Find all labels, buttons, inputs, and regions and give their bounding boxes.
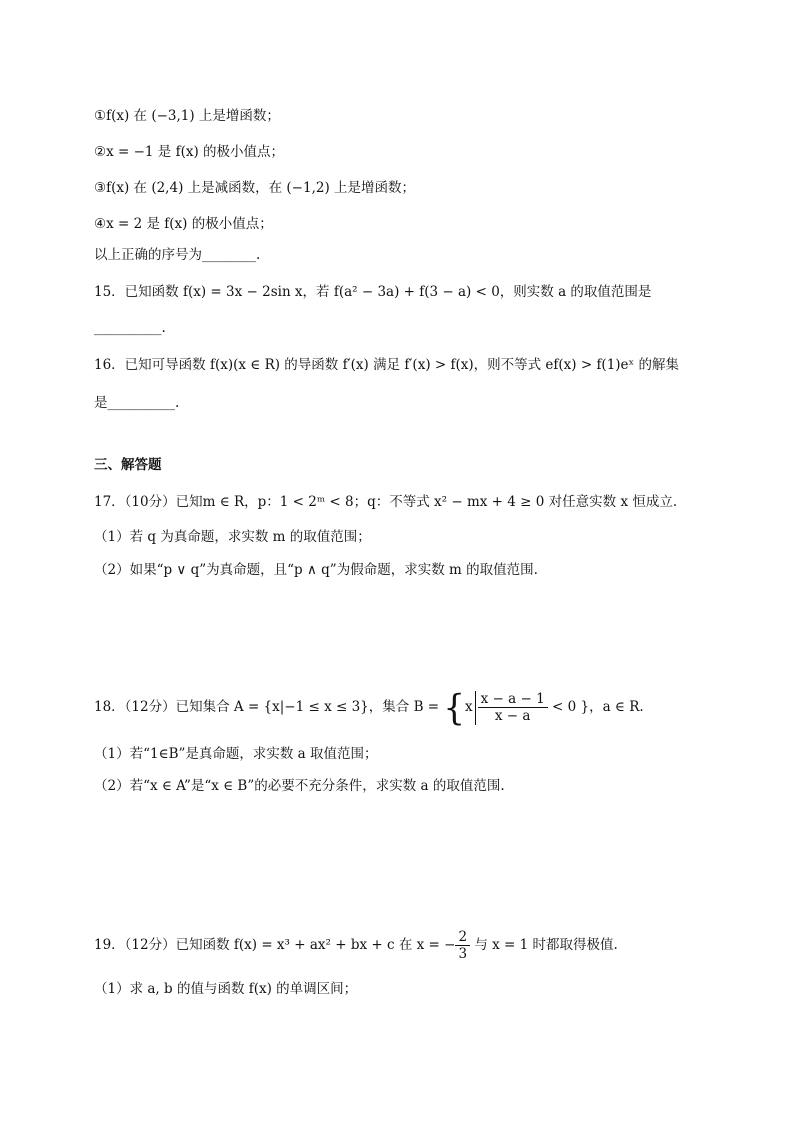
question-17-part-2: （2）如果“p ∨ q”为真命题，且“p ∧ q”为假命题，求实数 m 的取值范围. (94, 562, 538, 578)
question-19-prefix: 19．（12分）已知函数 f(x) = x³ + ax² + bx + c 在 x = − (94, 937, 456, 953)
question-18 (94, 686, 644, 729)
set-brace-left: { (443, 686, 466, 729)
set-fraction (478, 691, 548, 724)
question-17-part-1: （1）若 q 为真命题，求实数 m 的取值范围； (94, 529, 371, 545)
question-15-blank: __________. (94, 320, 166, 336)
set-divider (475, 691, 476, 725)
fraction-denominator: 3 (458, 946, 468, 962)
fraction-numerator: 2 (455, 929, 470, 946)
answer-prompt: 以上正确的序号为________. (94, 247, 261, 263)
question-18-suffix: < 0 }，a ∈ R. (547, 699, 644, 715)
statement-1: ①f(x) 在 (−3,1) 上是增函数； (94, 108, 280, 124)
question-18-prefix: 18．（12分）已知集合 A = {x|−1 ≤ x ≤ 3}，集合 B = (94, 699, 444, 715)
critical-point-fraction (455, 929, 470, 962)
question-15: 15．已知函数 f(x) = 3x − 2sin x，若 f(a² − 3a) + f(3 − a) < 0，则实数 a 的取值范围是 (94, 284, 652, 300)
question-17: 17．（10分）已知m ∈ R，p：1 < 2ᵐ < 8；q：不等式 x² − mx + 4 ≥ 0 对任意实数 x 恒成立. (94, 494, 678, 510)
fraction-numerator: x − a − 1 (478, 691, 548, 708)
statement-3: ③f(x) 在 (2,4) 上是减函数，在 (−1,2) 上是增函数； (94, 180, 416, 196)
question-19 (94, 928, 618, 962)
set-variable: x (465, 699, 473, 715)
question-19-suffix: 与 x = 1 时都取得极值. (470, 937, 618, 953)
section-heading: 三、解答题 (94, 457, 162, 473)
question-16-blank: 是__________. (94, 395, 180, 411)
statement-2: ②x = −1 是 f(x) 的极小值点； (94, 144, 285, 160)
fraction-denominator: x − a (494, 708, 531, 724)
question-19-part-1: （1）求 a, b 的值与函数 f(x) 的单调区间； (94, 981, 358, 997)
statement-4: ④x = 2 是 f(x) 的极小值点； (94, 216, 273, 232)
question-18-part-2: （2）若“x ∈ A”是“x ∈ B”的必要不充分条件，求实数 a 的取值范围. (94, 778, 505, 794)
question-16: 16．已知可导函数 f(x)(x ∈ R) 的导函数 f′(x) 满足 f′(x) > f(x)，则不等式 ef(x) > f(1)eˣ 的解集 (94, 357, 680, 373)
question-18-part-1: （1）若“1∈B”是真命题，求实数 a 取值范围； (94, 746, 378, 762)
